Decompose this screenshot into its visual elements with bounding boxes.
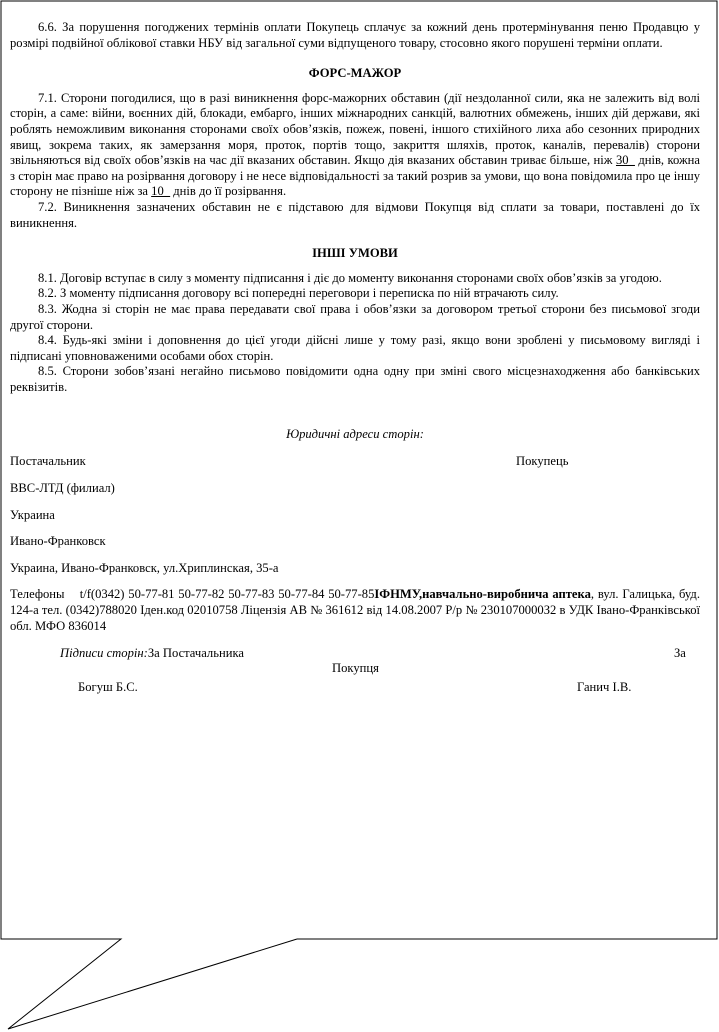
- signature-buyer-name: Ганич І.В.: [577, 680, 632, 695]
- clause-8-2: 8.2. З моменту підписання договору всі попередні переговори і переписка по ній втрачають силу.: [38, 286, 559, 301]
- signature-buyer-za: За: [674, 646, 686, 661]
- signatures-label: Підписи сторін:: [60, 646, 148, 661]
- supplier-address: Украина, Ивано-Франковск, ул.Хриплинская, 35-а: [10, 560, 279, 575]
- supplier-name: ВВС-ЛТД (филиал): [10, 481, 115, 496]
- signature-buyer-label: Покупця: [332, 661, 379, 676]
- clause-8-1: 8.1. Договір вступає в силу з моменту підписання і діє до моменту виконання сторонами своїх обов’язків за угодою.: [38, 270, 662, 285]
- signature-supplier-name: Богуш Б.С.: [78, 680, 138, 695]
- signatures-line: [60, 646, 244, 662]
- parties-row: [10, 454, 700, 470]
- phones-label: Телефоны: [10, 587, 65, 602]
- clause-7-2: 7.2. Виникнення зазначених обставин не є підставою для відмови Покупця від сплати за товари, поставлені до їх виникнення.: [10, 199, 700, 230]
- supplier-country: Украина: [10, 507, 55, 522]
- heading-other-conditions: ІНШІ УМОВИ: [312, 246, 398, 261]
- clause-8-5: 8.5. Сторони зобов’язані негайно письмово повідомити одна одну при зміні свого місцезнаходження або банківських реквізитів.: [10, 364, 700, 394]
- buyer-details: , вул. Галицька, буд. 124-а тел. (0342)788020 Іден.код 02010758 Ліцензія АВ № 361612 від 14.08.2007 Р/р № 2301070000З2 в УДК Івано-Франківської обл. МФО 836014: [10, 587, 700, 633]
- signature-supplier-label: За Постачальника: [147, 646, 244, 661]
- clause-8-4: 8.4. Будь-які зміни і доповнення до цієї угоди дійсні лише у тому разі, якщо вони зроблені у письмовому вигляді і підписані уповноваженими особами обох сторін.: [10, 333, 700, 363]
- days-term-2: 10_: [151, 184, 171, 199]
- days-term-1: 30_: [615, 153, 635, 168]
- legal-addresses-title: Юридичні адреси сторін:: [286, 427, 424, 442]
- clause-8-3: 8.3. Жодна зі сторін не має права передавати свої права і обов’язки за договором третьої сторони без письмової згоди другої сторони.: [10, 301, 700, 332]
- supplier-city: Ивано-Франковск: [10, 534, 106, 549]
- clause-6-6: 6.6. За порушення погоджених термінів оплати Покупець сплачує за кожний день протермінування пеню Продавцю у розмірі подвійної облікової ставки НБУ від загальної суми відпущеного товару, стосовно якого порушені терміни оплати.: [10, 20, 700, 50]
- supplier-label: Постачальник: [10, 454, 86, 469]
- buyer-name: ІФНМУ,навчально-виробнича аптека: [374, 587, 591, 602]
- phones-and-buyer-details: [10, 587, 700, 634]
- heading-force-majeure: ФОРС-МАЖОР: [308, 66, 402, 81]
- signatures-block: [10, 646, 700, 698]
- buyer-label: Покупець: [516, 454, 569, 469]
- contract-document: [10, 20, 700, 698]
- phones-value: t/f(0342) 50-77-81 50-77-82 50-77-83 50-77-84 50-77-85: [79, 587, 375, 602]
- clause-7-1: 7.1. Сторони погодилися, що в разі виникнення форс-мажорних обставин (дії нездоланної сили, яка не залежить від волі сторін, а саме: війни, воєнних дій, блокади, ембарго, інших міжнародних санкцій, валютних обмежень, інших дій держави, які роблять неможливим виконання сторонами своїх обов’язків, пожеж, повені, іншого стихійного лиха або сезонних природних явищ, зокрема таких, як замерзання моря, проток, портів тощо, закриття шляхів, проток, каналів, перевалів) сторони звільняються від своїх обов’язків на час дії вказаних обставин. Якщо дія вказаних обставин триває більше, ніж 30_ днів, кожна з сторін має право на розірвання договору і не несе відповідальності за такий розрив за умови, що вона повідомила про це іншу сторону не пізніше ніж за 10_ днів до її розірвання.: [10, 90, 701, 199]
